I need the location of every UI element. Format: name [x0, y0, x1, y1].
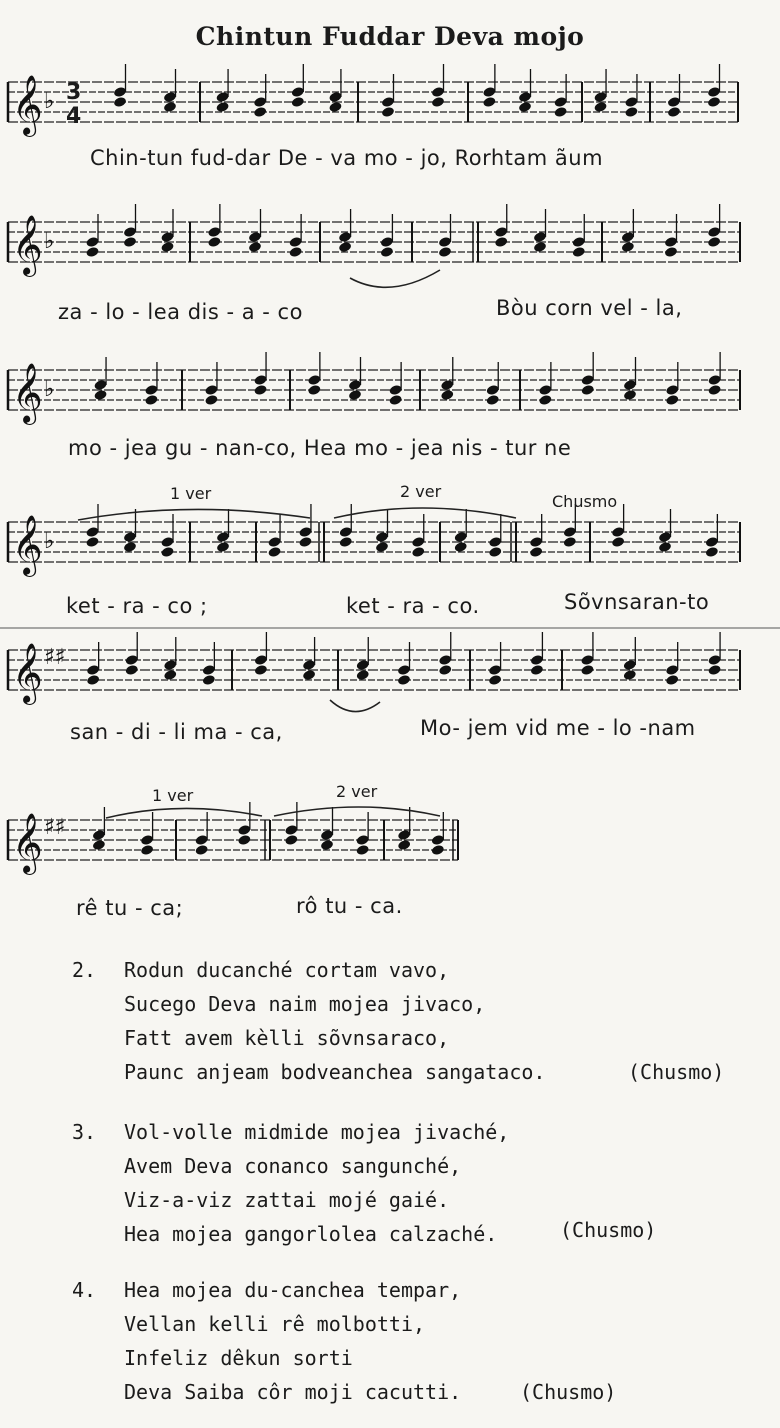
stanza-line: Sucego Deva naim mojea jivaco, — [124, 992, 486, 1016]
note-head — [291, 96, 305, 108]
sharp-key-signature: ♯♯ — [44, 645, 66, 670]
note-head — [144, 394, 158, 406]
note-head — [482, 96, 496, 108]
slur-arc — [78, 509, 310, 520]
note-head — [123, 236, 137, 248]
note-head — [563, 536, 577, 548]
treble-clef: 𝄞 — [12, 813, 43, 873]
time-signature-bottom: 4 — [66, 104, 82, 129]
stanza-line: Paunc anjeam bodveanchea sangataco. — [124, 1060, 546, 1084]
stanza-number: 4. — [72, 1278, 97, 1302]
note-head — [488, 674, 502, 686]
note-head — [381, 106, 395, 118]
note-head — [667, 106, 681, 118]
stanza-line: Viz-a-viz zattai mojé gaié. — [124, 1188, 450, 1212]
slur-arc — [274, 807, 440, 816]
lyric-line-6a: rê tu - ca; — [76, 896, 184, 920]
note-head — [375, 541, 389, 553]
note-head — [339, 536, 353, 548]
note-head — [707, 664, 721, 676]
note-head — [215, 101, 229, 113]
note-head — [237, 834, 251, 846]
stanza-line: Vellan kelli rê molbotti, — [124, 1312, 426, 1336]
note-head — [624, 106, 638, 118]
note-head — [125, 664, 139, 676]
note-head — [438, 246, 452, 258]
note-head — [254, 664, 268, 676]
song-title: Chintun Fuddar Deva mojo — [195, 22, 585, 51]
note-head — [267, 546, 281, 558]
stanza-line: Fatt avem kèlli sõvnsaraco, — [124, 1026, 450, 1050]
note-head — [140, 844, 154, 856]
note-head — [160, 241, 174, 253]
note-head — [486, 394, 500, 406]
slur-arc — [106, 808, 262, 818]
note-head — [665, 394, 679, 406]
note-head — [113, 96, 127, 108]
note-head — [253, 384, 267, 396]
note-head — [253, 106, 267, 118]
lyric-line-5b: Mo- jem vid me - lo -nam — [420, 716, 696, 740]
lyric-line-6b: rô tu - ca. — [296, 894, 403, 918]
note-head — [202, 674, 216, 686]
note-head — [93, 389, 107, 401]
note-head — [85, 246, 99, 258]
lyric-line-4c: Sõvnsaran-to — [564, 590, 710, 614]
note-head — [494, 236, 508, 248]
stanza-line: Vol-volle midmide mojea jivaché, — [124, 1120, 510, 1144]
time-signature-top: 3 — [66, 80, 82, 105]
stanza-3-chorus: (Chusmo) — [560, 1218, 657, 1242]
treble-clef: 𝄞 — [12, 75, 43, 135]
lyric-line-3: mo - jea gu - nan-co, Hea mo - jea nis - tur ne — [68, 436, 572, 460]
note-head — [533, 241, 547, 253]
note-head — [85, 536, 99, 548]
note-head — [92, 839, 106, 851]
note-head — [529, 546, 543, 558]
note-head — [440, 389, 454, 401]
note-head — [411, 546, 425, 558]
note-head — [623, 389, 637, 401]
slur-arc — [350, 270, 440, 287]
flat-key-signature: ♭ — [44, 229, 55, 254]
note-head — [431, 96, 445, 108]
note-head — [538, 394, 552, 406]
volta-1-label: 1 ver — [170, 484, 212, 503]
note-head — [160, 546, 174, 558]
note-head — [623, 669, 637, 681]
note-head — [123, 541, 137, 553]
note-head — [530, 664, 544, 676]
slur-arc — [334, 508, 516, 518]
stanza-2-chorus: (Chusmo) — [628, 1060, 725, 1084]
note-head — [580, 664, 594, 676]
note-head — [621, 241, 635, 253]
note-head — [163, 669, 177, 681]
note-head — [302, 669, 316, 681]
note-head — [163, 101, 177, 113]
note-head — [454, 541, 468, 553]
treble-clef: 𝄞 — [12, 515, 43, 575]
note-head — [248, 241, 262, 253]
note-head — [707, 236, 721, 248]
slur-arc — [330, 700, 380, 712]
note-head — [572, 246, 586, 258]
note-head — [389, 394, 403, 406]
note-head — [356, 669, 370, 681]
volta-1-label-2: 1 ver — [152, 786, 194, 805]
note-head — [86, 674, 100, 686]
note-head — [664, 246, 678, 258]
stanza-number: 3. — [72, 1120, 97, 1144]
note-head — [611, 536, 625, 548]
note-head — [707, 96, 721, 108]
note-head — [431, 844, 445, 856]
note-head — [554, 106, 568, 118]
note-head — [298, 536, 312, 548]
note-head — [356, 844, 370, 856]
note-head — [380, 246, 394, 258]
stanza-line: Infeliz dêkun sorti — [124, 1346, 353, 1370]
stanza-line: Rodun ducanché cortam vavo, — [124, 958, 450, 982]
lyric-line-2b: Bòu corn vel - la, — [496, 296, 683, 320]
sharp-key-signature: ♯♯ — [44, 815, 66, 840]
note-head — [438, 664, 452, 676]
note-head — [593, 101, 607, 113]
note-head — [307, 384, 321, 396]
note-head — [289, 246, 303, 258]
note-head — [320, 839, 334, 851]
note-head — [397, 839, 411, 851]
stanza-number: 2. — [72, 958, 97, 982]
stanza-line: Hea mojea du-canchea tempar, — [124, 1278, 462, 1302]
note-head — [195, 844, 209, 856]
treble-clef: 𝄞 — [12, 643, 43, 703]
treble-clef: 𝄞 — [12, 215, 43, 275]
note-head — [284, 834, 298, 846]
stanza-line: Avem Deva conanco sangunché, — [124, 1154, 462, 1178]
note-head — [397, 674, 411, 686]
note-head — [207, 236, 221, 248]
note-head — [708, 384, 722, 396]
flat-key-signature: ♭ — [44, 377, 55, 402]
lyric-line-4b: ket - ra - co. — [346, 594, 480, 618]
stanza-line: Deva Saiba côr moji cacutti. — [124, 1380, 462, 1404]
note-head — [328, 101, 342, 113]
stanza-4-chorus: (Chusmo) — [520, 1380, 617, 1404]
note-head — [216, 541, 230, 553]
note-head — [581, 384, 595, 396]
chusmo-label: Chusmo — [552, 492, 618, 511]
note-head — [338, 241, 352, 253]
note-head — [518, 101, 532, 113]
note-head — [488, 546, 502, 558]
volta-2-label: 2 ver — [400, 482, 442, 501]
stanza-line: Hea mojea gangorlolea calzaché. — [124, 1222, 498, 1246]
note-head — [204, 394, 218, 406]
lyric-line-5a: san - di - li ma - ca, — [70, 720, 283, 744]
volta-2-label-2: 2 ver — [336, 782, 378, 801]
flat-key-signature: ♭ — [44, 89, 55, 114]
treble-clef: 𝄞 — [12, 363, 43, 423]
lyric-line-4a: ket - ra - co ; — [66, 594, 208, 618]
note-head — [705, 546, 719, 558]
note-head — [348, 389, 362, 401]
note-head — [658, 541, 672, 553]
lyric-line-2a: za - lo - lea dis - a - co — [58, 300, 303, 324]
flat-key-signature: ♭ — [44, 529, 55, 554]
lyric-line-1: Chin-tun fud-dar De - va mo - jo, Rorhtam ãum — [90, 146, 604, 170]
note-head — [665, 674, 679, 686]
